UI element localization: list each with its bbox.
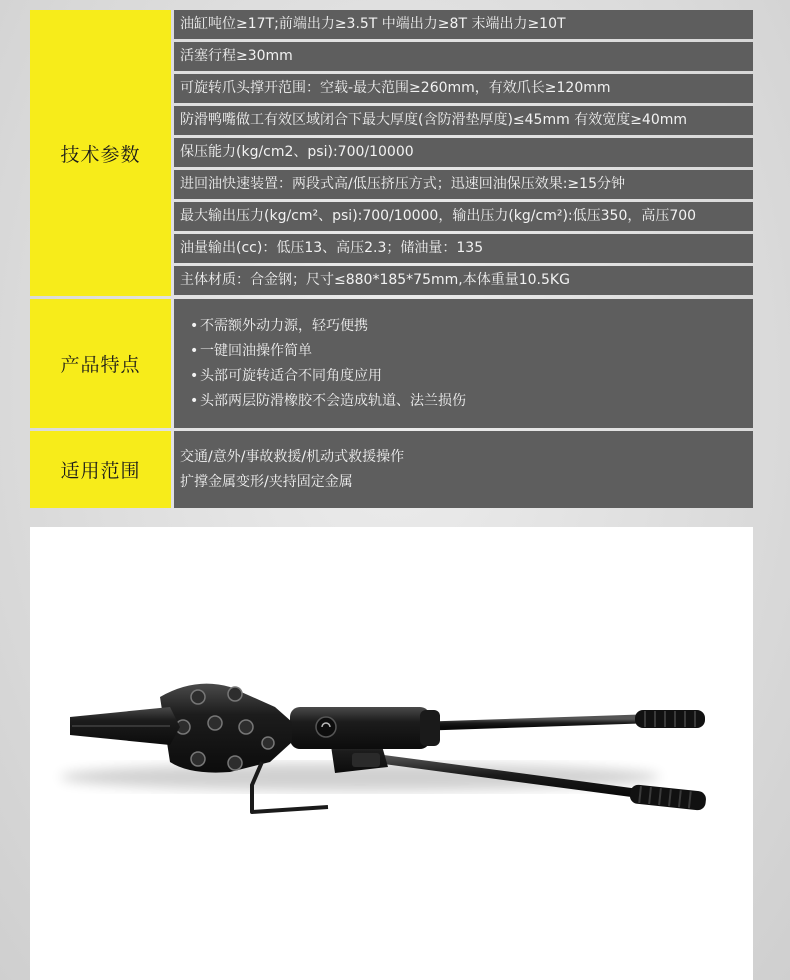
usage-list (174, 431, 753, 508)
tech-params-rows (174, 10, 753, 296)
usage-label: 适用范围 (30, 431, 171, 508)
hydraulic-spreader-tool-icon (30, 527, 753, 980)
product-photo-panel (30, 527, 753, 980)
spec-row: 油量输出(cc)：低压13、高压2.3；储油量：135 (174, 234, 753, 263)
spec-row: 活塞行程≥30mm (174, 42, 753, 71)
bullet-icon: • (190, 392, 199, 409)
features-label: 产品特点 (30, 299, 171, 428)
spec-row: 进回油快速装置：两段式高/低压挤压方式；迅速回油保压效果:≥15分钟 (174, 170, 753, 199)
spec-row: 油缸吨位≥17T;前端出力≥3.5T 中端出力≥8T 末端出力≥10T (174, 10, 753, 39)
spec-row: 防滑鸭嘴做工有效区域闭合下最大厚度(含防滑垫厚度)≤45mm 有效宽度≥40mm (174, 106, 753, 135)
features-section (30, 299, 753, 428)
usage-line: 扩撑金属变形/夹持固定金属 (180, 473, 353, 490)
usage-line: 交通/意外/事故救援/机动式救援操作 (180, 448, 405, 465)
bullet-icon: • (190, 317, 199, 334)
feature-item: • 头部两层防滑橡胶不会造成轨道、法兰损伤 (180, 389, 753, 414)
feature-item: • 头部可旋转适合不同角度应用 (180, 364, 753, 389)
spec-row: 主体材质：合金钢；尺寸≤880*185*75mm,本体重量10.5KG (174, 266, 753, 295)
spec-table (30, 10, 753, 511)
spec-row: 保压能力(kg/cm2、psi):700/10000 (174, 138, 753, 167)
usage-section (30, 431, 753, 508)
lower-grip (629, 784, 707, 811)
feature-item: • 一键回油操作简单 (180, 339, 753, 364)
tech-params-label: 技术参数 (30, 10, 171, 296)
feature-item: • 不需额外动力源，轻巧便携 (180, 314, 753, 339)
spec-row: 可旋转爪头撑开范围：空载-最大范围≥260mm，有效爪长≥120mm (174, 74, 753, 103)
features-list (174, 299, 753, 428)
tech-params-section (30, 10, 753, 296)
spec-row: 最大输出压力(kg/cm²、psi):700/10000，输出压力(kg/cm²):低压350，高压700 (174, 202, 753, 231)
bullet-icon: • (190, 342, 199, 359)
bullet-icon: • (190, 367, 199, 384)
upper-grip (635, 710, 705, 728)
